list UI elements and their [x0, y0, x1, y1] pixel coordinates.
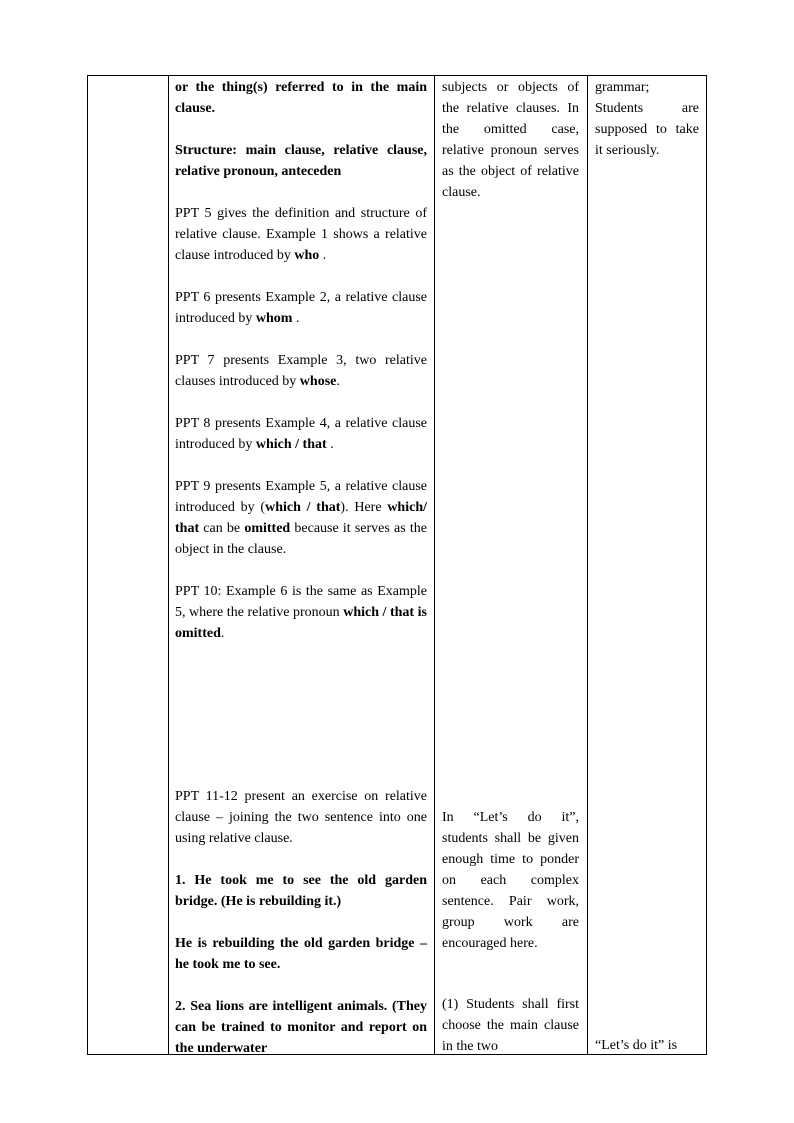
ppt10-text: PPT 10: Example 6 is the same as Example 5, where the relative pronoun [175, 584, 427, 620]
ppt9-text-c: can be [199, 521, 245, 536]
notes-paragraph-3: (1) Students shall first choose the main clause in the two [442, 997, 579, 1054]
column-divider [168, 76, 169, 1054]
ppt6-paragraph [175, 287, 427, 329]
ppt6-end: . [292, 311, 300, 326]
teaching-content-cell [175, 77, 427, 1056]
exercise-block [175, 786, 427, 1059]
ppt10-keyword: which / that is omitted [175, 605, 427, 641]
notes-cell [442, 77, 579, 1054]
ppt9-paragraph [175, 476, 427, 560]
lesson-plan-table [87, 75, 707, 1055]
remarks-cell [595, 77, 699, 1053]
notes-paragraph-1: subjects or objects of the relative clauses. In the omitted case, relative pronoun serves as the object of relative clause. [442, 80, 579, 200]
answer-1: He is rebuilding the old garden bridge – he took me to see. [175, 936, 427, 972]
ppt9-text-a: PPT 9 presents Example 5, a relative clause introduced by ( [175, 479, 427, 515]
ppt6-text: PPT 6 presents Example 2, a relative clause introduced by [175, 290, 427, 326]
ppt5-end: . [319, 248, 327, 263]
ppt8-text: PPT 8 presents Example 4, a relative clause introduced by [175, 416, 427, 452]
remarks-paragraph-2: “Let’s do it” is [595, 1038, 678, 1053]
ppt9-keyword-2: which/ that [175, 500, 427, 536]
remarks-paragraph-1: grammar; Students are supposed to take it seriously. [595, 80, 699, 158]
ppt9-keyword-3: omitted [244, 521, 291, 536]
ppt5-keyword: who [294, 248, 320, 263]
ppt7-keyword: whose [299, 374, 337, 389]
notes-paragraph-2: In “Let’s do it”, students shall be given enough time to ponder on each complex sentence. Pair work, group work are encouraged here. [442, 810, 579, 951]
ppt8-end: . [326, 437, 334, 452]
ppt9-keyword-1: which / that [265, 500, 341, 515]
ppt9-text-b: ). Here [340, 500, 388, 515]
ppt5-text: PPT 5 gives the definition and structure of relative clause. Example 1 shows a relative clause introduced by [175, 206, 427, 263]
exercise-2: 2. Sea lions are intelligent animals. (They can be trained to monitor and report on the underwater [175, 999, 427, 1056]
ppt7-paragraph [175, 350, 427, 392]
ppt6-keyword: whom [255, 311, 293, 326]
ppt7-text: PPT 7 presents Example 3, two relative clauses introduced by [175, 353, 427, 389]
ppt10-end: . [220, 626, 225, 641]
column-divider [587, 76, 588, 1054]
ppt7-end: . [336, 374, 340, 389]
ppt8-paragraph [175, 413, 427, 455]
structure-text: Structure: main clause, relative clause, relative pronoun, anteceden [175, 143, 427, 179]
ppt10-paragraph [175, 581, 427, 644]
ppt5-paragraph [175, 203, 427, 266]
exercise-1: 1. He took me to see the old garden bridge. (He is rebuilding it.) [175, 873, 427, 909]
ppt8-keyword: which / that [255, 437, 327, 452]
ppt9-text-d: because it serves as the object in the clause. [175, 521, 427, 557]
ppt11-paragraph: PPT 11-12 present an exercise on relative clause – joining the two sentence into one using relative clause. [175, 789, 427, 846]
intro-text: or the thing(s) referred to in the main clause. [175, 80, 427, 116]
column-divider [434, 76, 435, 1054]
